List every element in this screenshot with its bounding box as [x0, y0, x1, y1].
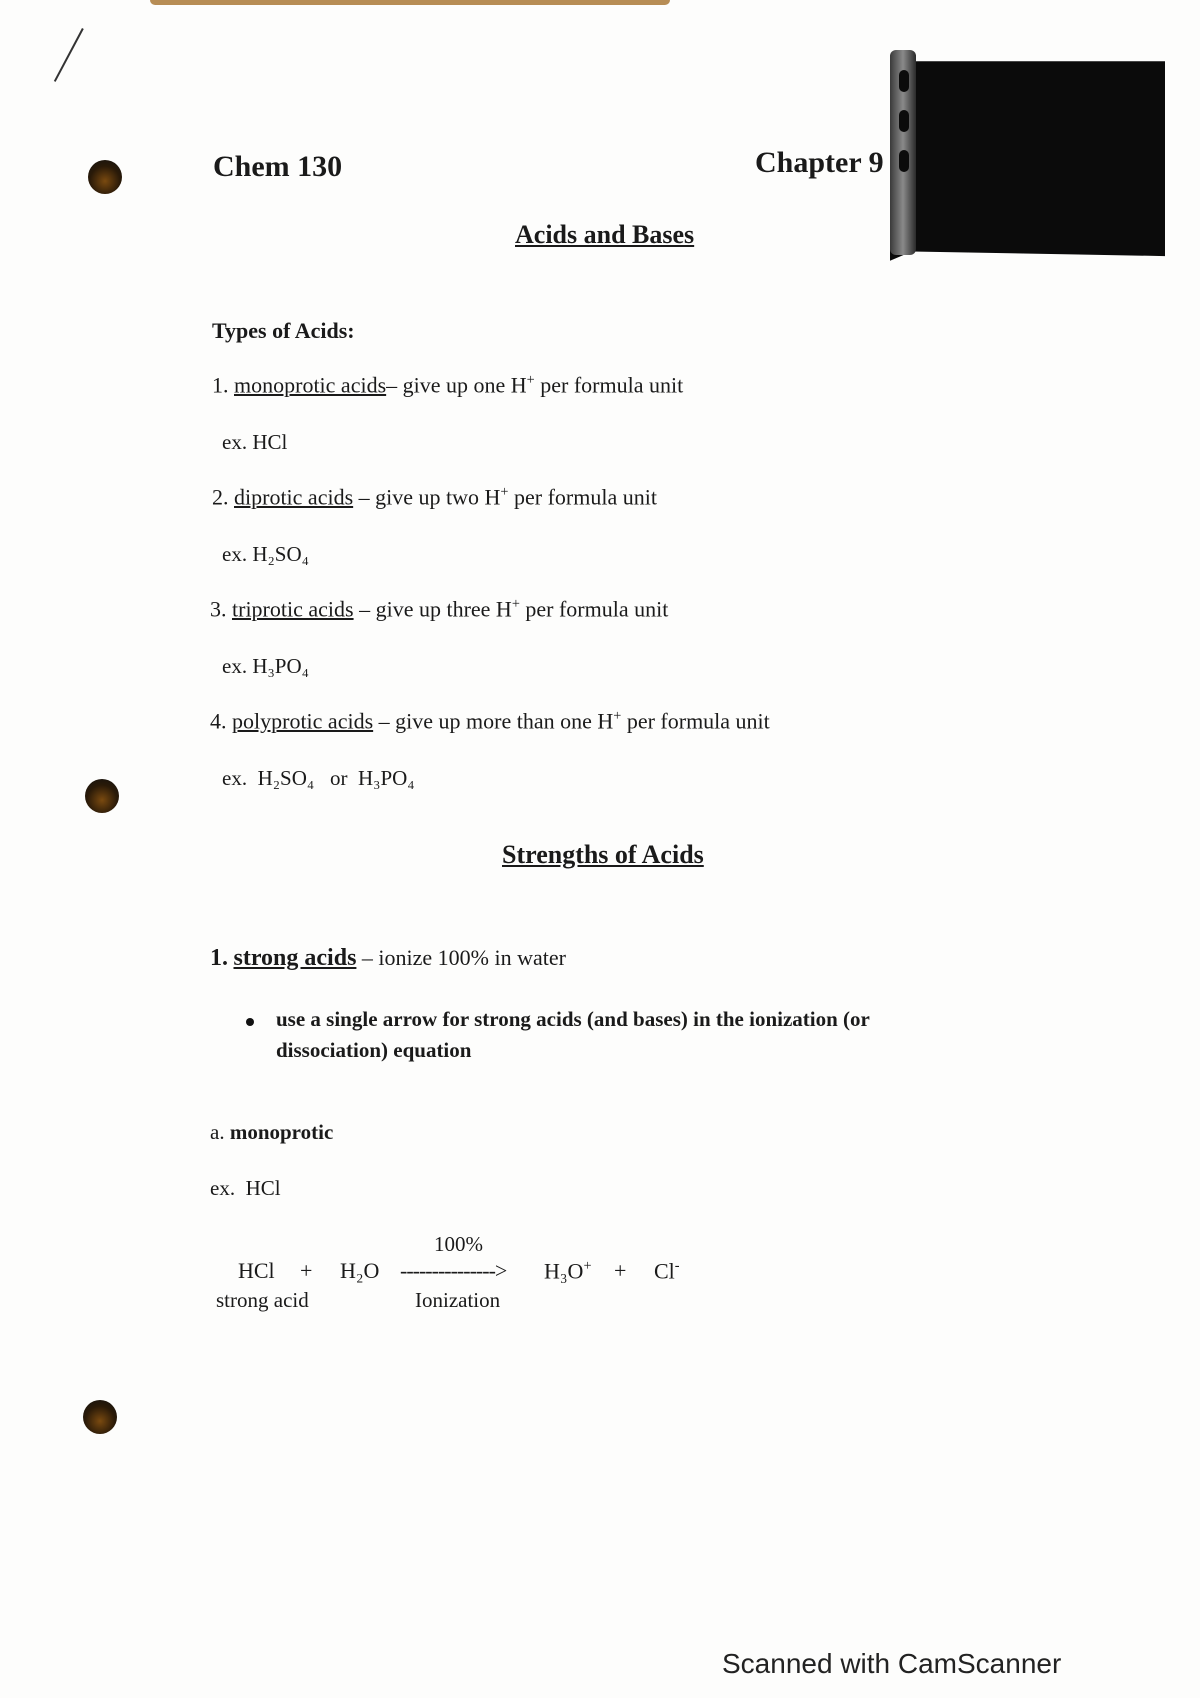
acid-type-item — [212, 372, 683, 398]
superscript: + — [583, 1258, 592, 1274]
acid-type-desc: – give up two H — [353, 484, 501, 510]
superscript: + — [511, 596, 520, 612]
item-number: 2. — [212, 484, 229, 510]
superscript: + — [500, 484, 509, 500]
acid-type-desc: – give up three H — [353, 596, 512, 622]
acid-type-desc: – give up more than one H — [373, 708, 614, 734]
strengths-of-acids-title: Strengths of Acids — [502, 840, 704, 869]
acids-and-bases-title: Acids and Bases — [515, 220, 695, 249]
binder-hole-bottom — [83, 1400, 117, 1434]
binder-hole-middle — [85, 779, 119, 813]
acid-type-term: polyprotic acids — [232, 708, 374, 734]
item-number: 4. — [210, 708, 227, 734]
chapter-title: Chapter 9 — [755, 146, 884, 179]
acid-type-desc-suffix: per formula unit — [534, 372, 684, 398]
acid-type-desc-suffix: per formula unit — [621, 708, 770, 734]
acid-type-desc-suffix: per formula unit — [519, 596, 669, 622]
item-number: 1. — [210, 945, 228, 971]
equation-plus: + — [614, 1258, 627, 1283]
watch-band-pin — [899, 110, 909, 132]
sub-label: a. — [210, 1120, 225, 1144]
acid-type-item — [210, 596, 668, 622]
equation-reactant-hcl: HCl — [238, 1258, 275, 1283]
acid-type-example: ex. H₃PO₄ — [222, 654, 309, 678]
hydronium-text: H₃O — [544, 1258, 584, 1284]
watch-band-pin — [899, 150, 909, 172]
acid-type-item — [210, 708, 770, 734]
single-arrow-note: use a single arrow for strong acids (and bases) in the ionization (or dissociation) equation — [276, 1007, 870, 1062]
equation-percent: 100% — [434, 1232, 483, 1256]
acid-type-term: triprotic acids — [232, 596, 354, 622]
acid-type-desc-suffix: per formula unit — [508, 484, 657, 510]
bullet-icon — [246, 1018, 254, 1026]
equation-plus: + — [300, 1258, 313, 1283]
monoprotic-subheading — [210, 1120, 333, 1145]
chloride-text: Cl — [654, 1258, 675, 1284]
strong-acids-term: strong acids — [233, 945, 357, 971]
equation-reactant-water: H₂O — [340, 1258, 380, 1283]
equation-arrow: ---------------> — [400, 1258, 507, 1283]
superscript: - — [674, 1258, 680, 1274]
superscript: + — [526, 372, 535, 388]
item-number: 3. — [210, 596, 227, 622]
equation-product-chloride — [654, 1258, 680, 1284]
equation-ionization-label: Ionization — [415, 1288, 501, 1312]
types-of-acids-heading: Types of Acids: — [212, 318, 355, 343]
watch-band-obstruction — [890, 38, 1165, 270]
course-title: Chem 130 — [213, 150, 343, 183]
acid-type-example: ex. H₂SO₄ — [222, 542, 309, 566]
acid-type-desc: – give up one H — [386, 372, 527, 398]
acid-type-item — [212, 484, 657, 510]
top-edge-strip — [150, 0, 670, 5]
sub-title: monoprotic — [229, 1120, 334, 1144]
superscript: + — [613, 708, 622, 724]
equation-strong-acid-label: strong acid — [216, 1288, 309, 1312]
strong-acids-desc: – ionize 100% in water — [356, 945, 566, 970]
camscanner-stamp: Scanned with CamScanner — [722, 1648, 1062, 1679]
watch-band-pin — [899, 70, 909, 92]
pencil-mark — [54, 28, 84, 82]
acid-type-example: ex. HCl — [222, 430, 288, 454]
acid-type-example: ex. H₂SO₄ or H₃PO₄ — [222, 766, 415, 790]
acid-type-term: monoprotic acids — [234, 372, 387, 398]
acid-type-term: diprotic acids — [234, 484, 354, 510]
binder-hole-top — [88, 160, 122, 194]
strong-acids-item — [210, 945, 566, 972]
monoprotic-example: ex. HCl — [210, 1176, 281, 1200]
item-number: 1. — [212, 372, 229, 398]
equation-product-hydronium — [544, 1258, 592, 1284]
